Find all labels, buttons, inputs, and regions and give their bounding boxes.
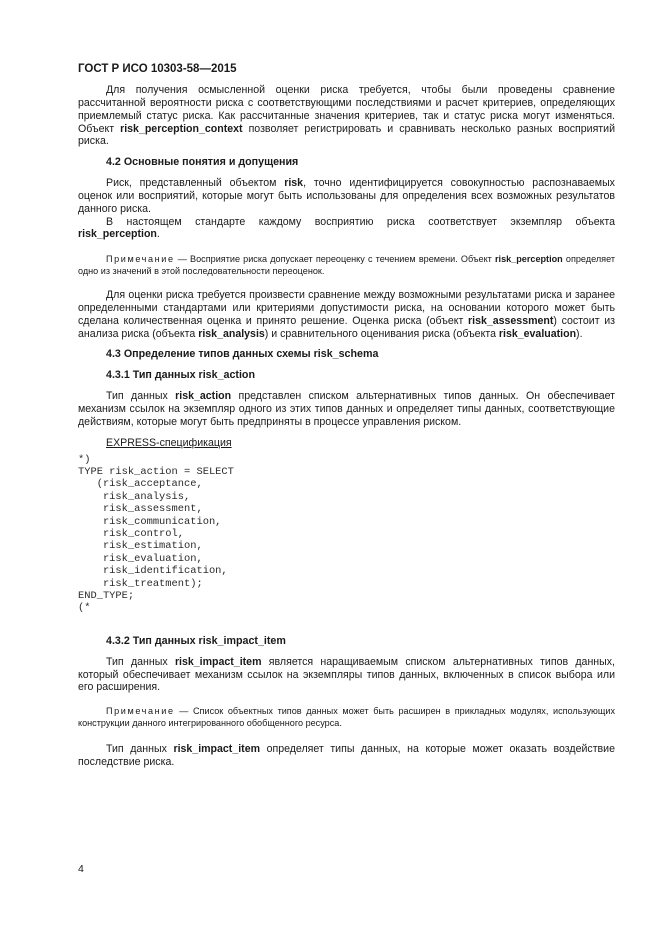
paragraph-intro: Для получения осмысленной оценки риска требуется, чтобы были проведены сравнение рассчитанной вероятности риска с соответствующими последствиями и расчет критериев, определяющих приемлемый статус риска. Как рассчитанные значения критериев, так и статус риска могут изменяться. Объект risk_perception_context позволяет регистрировать и сравнивать несколько разных восприятий риска. <box>78 84 615 148</box>
paragraph-risk-impact-item: Тип данных risk_impact_item является наращиваемым списком альтернативных типов данных, который обеспечивает механизм ссылок на экземпляры типов данных, включенных в список выбора или его расширения. <box>78 655 616 694</box>
section-heading-4-3: 4.3 Определение типов данных схемы risk_schema <box>106 348 379 361</box>
paragraph-risk-assessment: Для оценки риска требуется произвести сравнение между возможными результатами риска и заранее определенными стандартами или критериями допустимости риска, на основании которого может быть сделана количественная оценка и принято решение. Оценка риска (объект risk_assessment) состоит из анализа риска (объекта risk_analysis) и сравнительного оценивания риска (объекта risk_evaluation). <box>78 289 615 340</box>
page-number: 4 <box>78 863 84 875</box>
express-spec-label: EXPRESS-спецификация <box>106 436 232 449</box>
document-header: ГОСТ Р ИСО 10303-58—2015 <box>78 63 237 75</box>
section-heading-4-2: 4.2 Основные понятия и допущения <box>106 156 299 169</box>
paragraph-risk-action: Тип данных risk_action представлен списком альтернативных типов данных. Он обеспечивает механизм ссылок на экземпляр одного из этих типов данных и определяет типы данных, соответствующие действиям, которые могут быть предприняты в процессе управления риском. <box>78 390 615 428</box>
section-heading-4-3-1: 4.3.1 Тип данных risk_action <box>106 369 255 382</box>
paragraph-risk-perception: В настоящем стандарте каждому восприятию риска соответствует экземпляр объекта risk_perception. <box>78 215 615 241</box>
paragraph-risk-impact-consequence: Тип данных risk_impact_item определяет типы данных, на которые может оказать воздействие последствие риска. <box>78 743 615 768</box>
section-heading-4-3-2: 4.3.2 Тип данных risk_impact_item <box>106 634 286 647</box>
document-body <box>78 84 615 769</box>
paragraph-risk-object: Риск, представленный объектом risk, точно идентифицируется совокупностью распознаваемых оценок или восприятий, которые могут быть использованы для определения всех возможных результатов данного риска. <box>78 177 615 215</box>
express-code-block: *) TYPE risk_action = SELECT (risk_acceptance, risk_analysis, risk_assessment, risk_communication, risk_control, risk_estimation, risk_evaluation, risk_identification, risk_treatment); END_TYPE; (* <box>78 453 234 615</box>
note-extension: Примечание — Список объектных типов данных может быть расширен в прикладных модулях, использующих конструкции данного интегрированного обобщенного ресурса. <box>78 706 615 728</box>
note-perception: Примечание — Восприятие риска допускает переоценку с течением времени. Объект risk_perception определяет одно из значений в этой последовательности переоценок. <box>78 254 615 276</box>
